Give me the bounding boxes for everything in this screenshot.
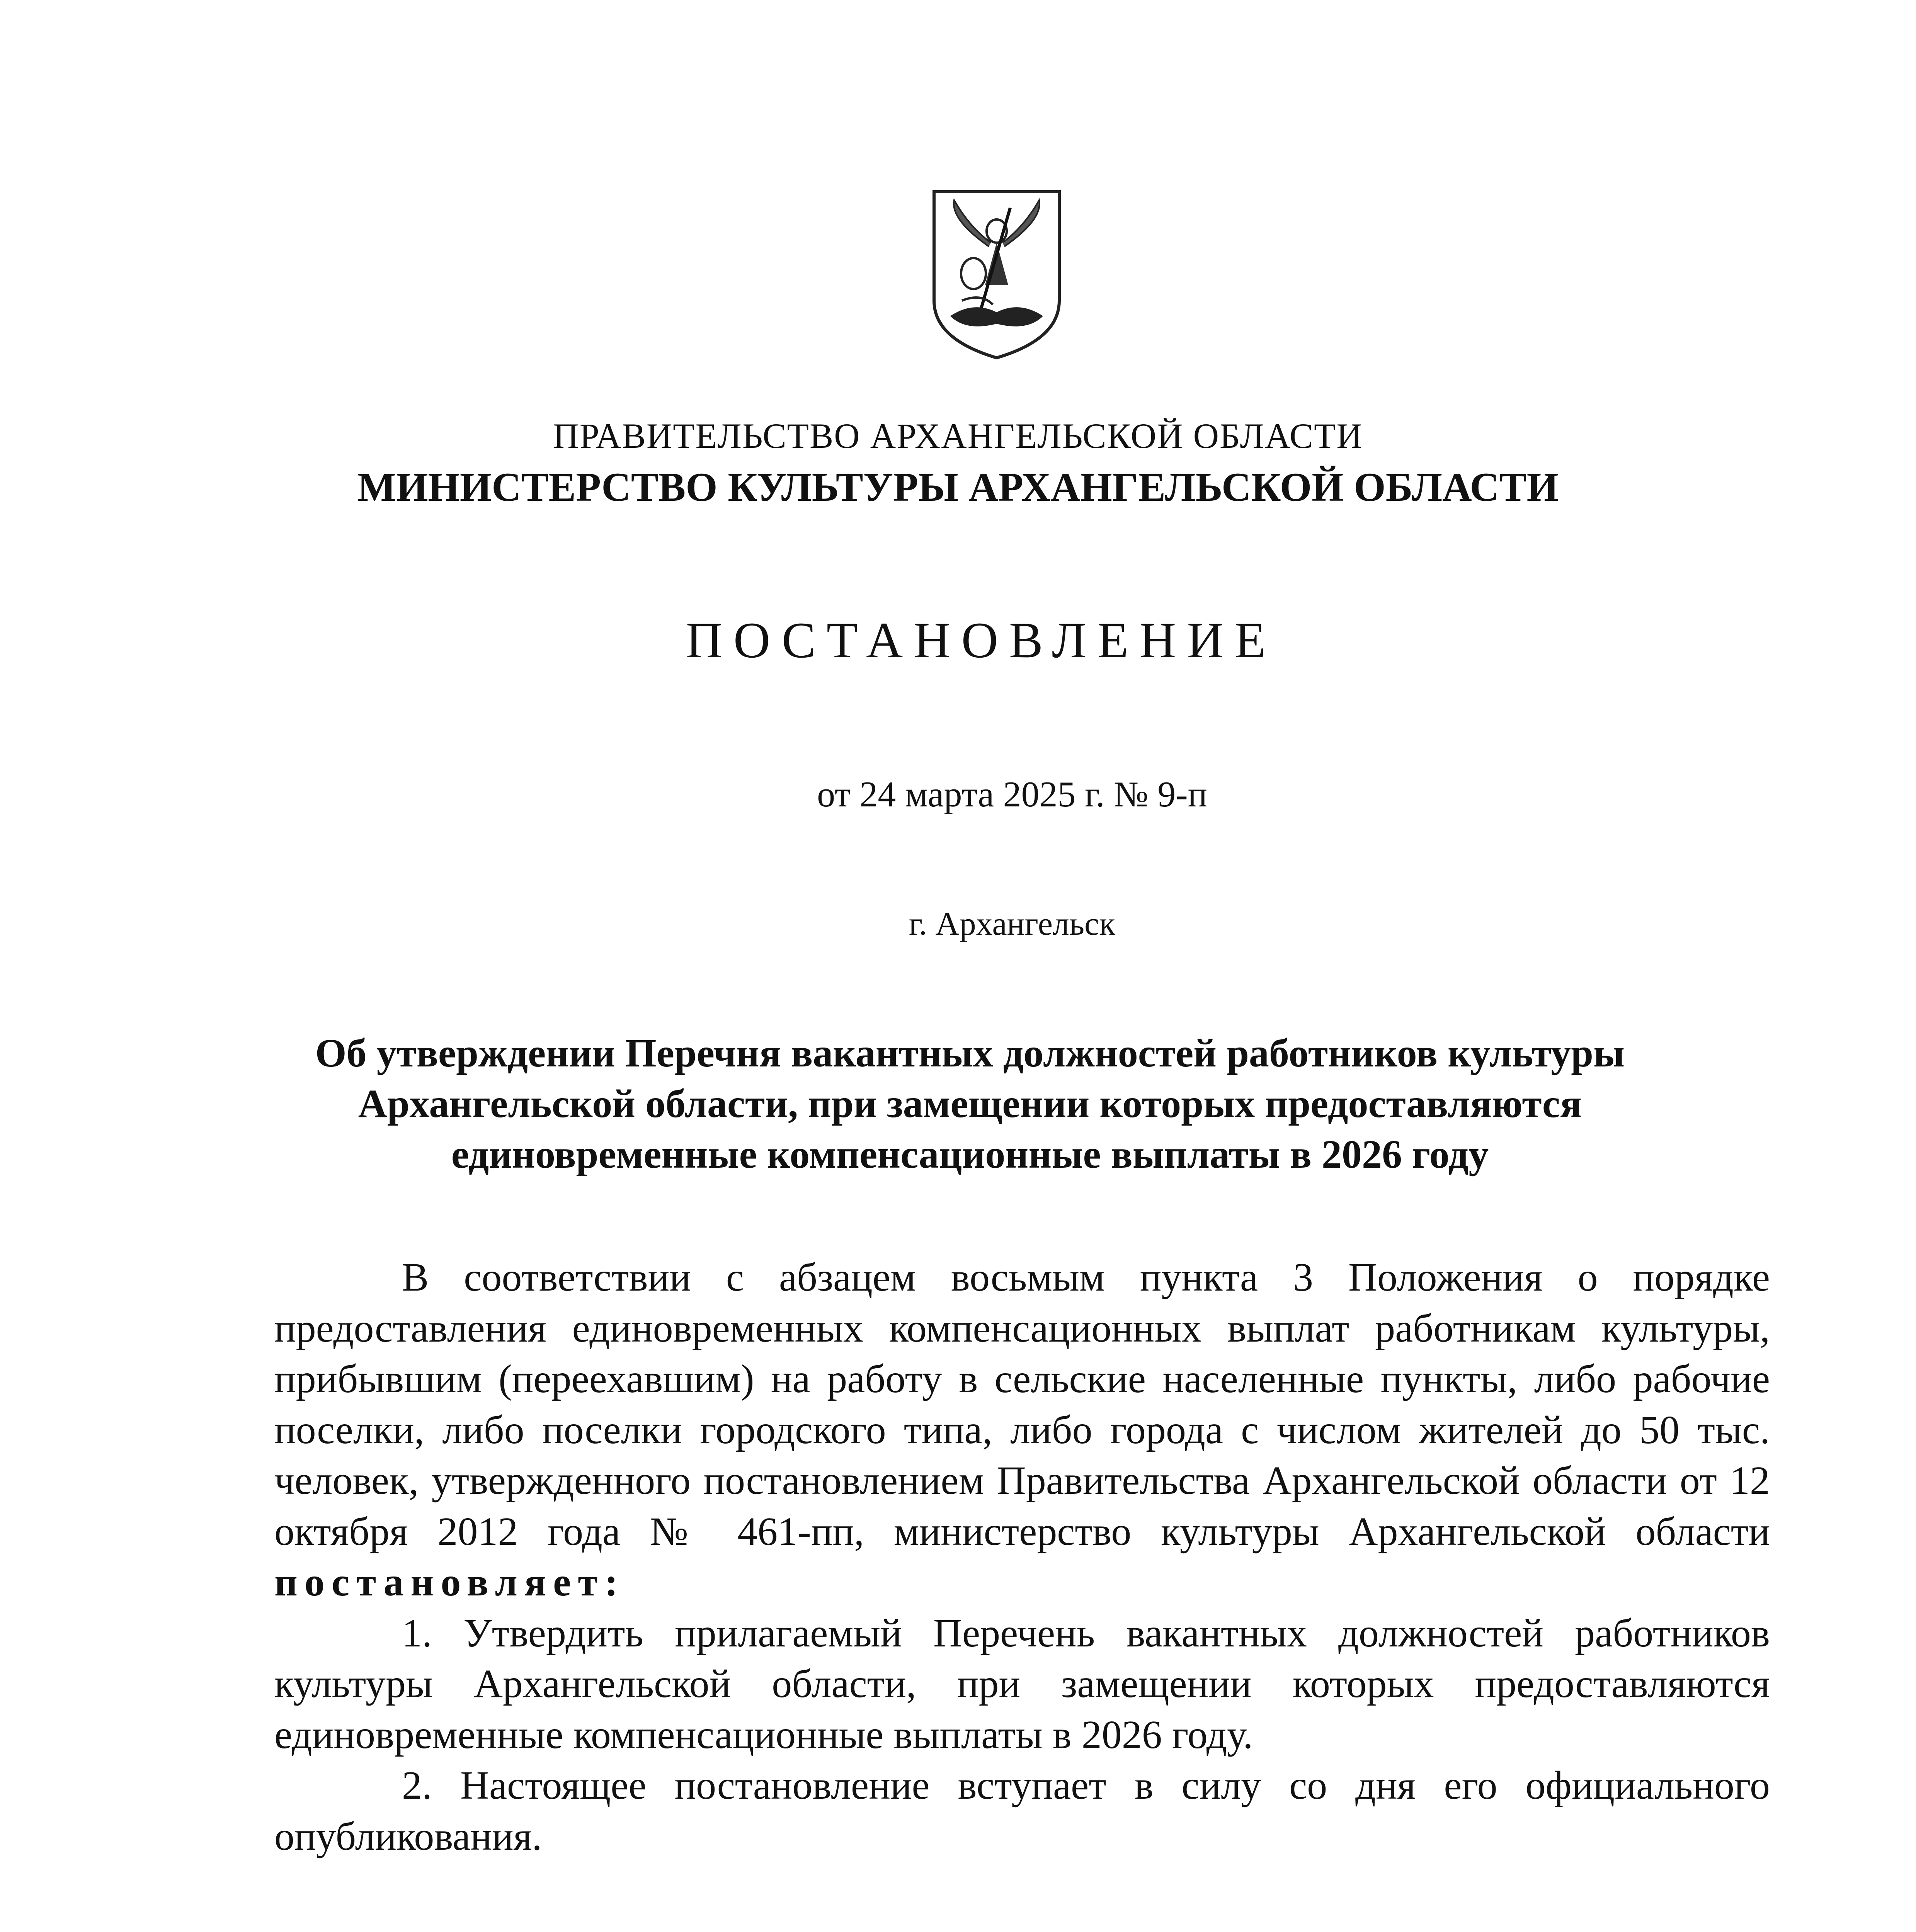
coat-of-arms-icon	[927, 185, 1066, 363]
item-1-paragraph: 1. Утвердить прилагаемый Перечень вакантных должностей работников культуры Архангельской области, при замещении которых предоставляются единовременные компенсационные выплаты в 2026 году.	[274, 1611, 1770, 1757]
item-2-paragraph: 2. Настоящее постановление вступает в силу со дня его официального опубликования.	[274, 1763, 1770, 1859]
document-title: Об утверждении Перечня вакантных должностей работников культуры Архангельской области, при замещении которых предоставляются единовременные компенсационные выплаты в 2026 году	[315, 1031, 1625, 1177]
document-type: ПОСТАНОВЛЕНИЕ	[686, 612, 1277, 668]
government-heading: ПРАВИТЕЛЬСТВО АРХАНГЕЛЬСКОЙ ОБЛАСТИ	[553, 416, 1363, 456]
handwritten-signature	[657, 1924, 1322, 1932]
document-date-number: от 24 марта 2025 г. № 9-п	[817, 774, 1207, 815]
decree-word: постановляет:	[274, 1560, 625, 1604]
preamble-paragraph	[274, 1252, 1770, 1608]
preamble-text: В соответствии с абзацем восьмым пункта 3 Положения о порядке предоставления единовременных компенсационных выплат работникам культуры, прибывшим (переехавшим) на работу в сельские населенные пункты, либо рабочие поселки, либо поселки городского типа, либо города с числом жителей до 50 тыс. человек, утвержденного постановлением Правительства Архангельской области от 12 октября 2012 года № 461-пп, министерство культуры Архангельской области	[274, 1255, 1770, 1554]
document-city: г. Архангельск	[909, 905, 1116, 942]
ministry-heading: МИНИСТЕРСТВО КУЛЬТУРЫ АРХАНГЕЛЬСКОЙ ОБЛАСТИ	[357, 464, 1559, 510]
document-body	[274, 1252, 1770, 1862]
